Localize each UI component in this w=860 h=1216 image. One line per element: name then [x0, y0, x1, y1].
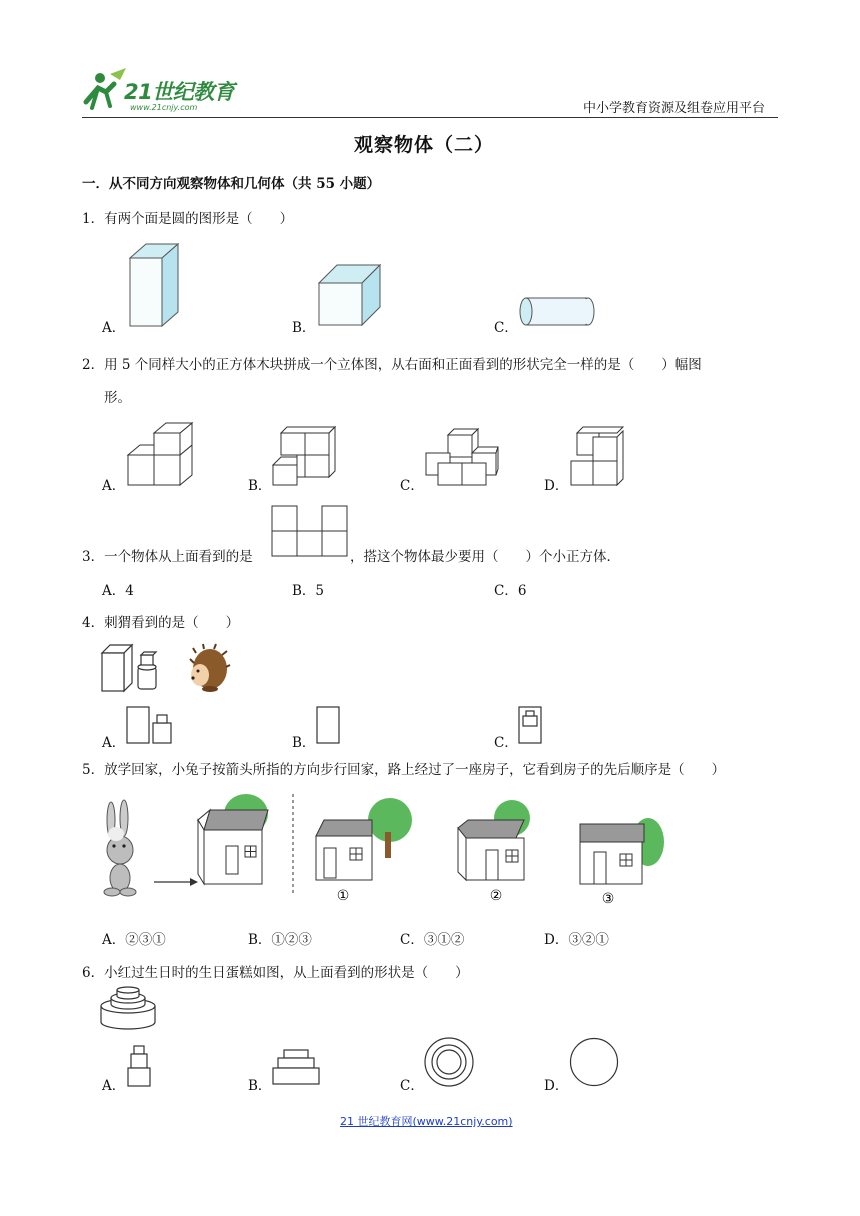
q1-option-c-label: C．	[494, 320, 518, 336]
q3-option-b: B．5	[292, 583, 325, 599]
logo-url-text: www.21cnjy.com	[130, 103, 198, 112]
section-title: 一．从不同方向观察物体和几何体（共 55 小题）	[82, 176, 381, 192]
q6-option-a-view-icon	[126, 1044, 152, 1088]
q6-option-c-label: C．	[400, 1078, 424, 1094]
question-2-text-line2: 形。	[104, 390, 131, 406]
house-3-label: ③	[601, 891, 615, 907]
cuboid-icon	[128, 242, 180, 328]
q2-option-a-label: A．	[102, 478, 126, 494]
q4-objects-icon	[100, 643, 162, 693]
q2-cube-stack-d-icon	[569, 425, 625, 487]
q3-option-c: C．6	[494, 583, 527, 599]
footer-link[interactable]: 21 世纪教育网(www.21cnjy.com)	[340, 1115, 513, 1128]
q1-option-a-label: A．	[102, 320, 126, 336]
q2-option-d-label: D．	[544, 478, 569, 494]
question-5-text: 5．放学回家，小兔子按箭头所指的方向步行回家，路上经过了一座房子，它看到房子的先后顺序是（ ）	[82, 762, 726, 778]
logo-main-text: 21世纪教育	[124, 80, 235, 104]
q4-option-a-label: A．	[102, 735, 126, 751]
page-title: 观察物体（二）	[354, 134, 495, 156]
q4-option-c-view-icon	[518, 706, 544, 744]
q4-option-b-label: B．	[292, 735, 316, 751]
question-1-text: 1．有两个面是圆的图形是（ ）	[82, 211, 294, 227]
q2-cube-stack-b-icon	[272, 425, 334, 487]
site-logo	[80, 66, 250, 116]
hedgehog-icon	[188, 643, 230, 693]
q5-option-c: C．③①②	[400, 932, 465, 948]
q5-option-a: A．②③①	[102, 932, 166, 948]
q4-option-a-view-icon	[126, 706, 174, 744]
cube-icon	[317, 263, 383, 327]
q5-option-b: B．①②③	[248, 932, 312, 948]
question-4-text: 4．刺猬看到的是（ ）	[82, 615, 240, 631]
question-3-text-after: ，搭这个物体最少要用（ ）个小正方体．	[350, 549, 620, 565]
cylinder-icon	[516, 296, 592, 328]
q6-option-b-view-icon	[272, 1048, 322, 1086]
house-1-label: ①	[336, 888, 350, 904]
q4-option-c-label: C．	[494, 735, 518, 751]
q3-top-view-grid-icon	[271, 505, 349, 557]
header-divider	[82, 117, 778, 118]
q2-option-b-label: B．	[248, 478, 272, 494]
q4-option-b-view-icon	[316, 706, 340, 744]
q3-option-a: A．4	[102, 583, 134, 599]
q6-option-b-label: B．	[248, 1078, 272, 1094]
rabbit-icon	[104, 800, 136, 896]
question-3-text-before: 3．一个物体从上面看到的是	[82, 549, 253, 565]
q5-option-d: D．③②①	[544, 932, 609, 948]
q6-option-d-view-icon	[569, 1037, 619, 1087]
q2-cube-stack-a-icon	[127, 419, 195, 487]
q1-option-b-label: B．	[292, 320, 316, 336]
q6-option-d-label: D．	[544, 1078, 569, 1094]
question-6-text: 6．小红过生日时的生日蛋糕如图，从上面看到的形状是（ ）	[82, 965, 469, 981]
header-right-text: 中小学教育资源及组卷应用平台	[583, 101, 766, 116]
q6-option-c-view-icon	[423, 1036, 475, 1088]
house-2-label: ②	[489, 888, 503, 904]
birthday-cake-icon	[99, 986, 157, 1030]
question-2-text-line1: 2．用 5 个同样大小的正方体木块拼成一个立体图，从右面和正面看到的形状完全一样的是（ ）幅图	[82, 357, 702, 373]
q6-option-a-label: A．	[102, 1078, 126, 1094]
q2-cube-stack-c-icon	[424, 427, 500, 487]
q5-rabbit-houses-scene	[98, 790, 668, 910]
q2-option-c-label: C．	[400, 478, 424, 494]
